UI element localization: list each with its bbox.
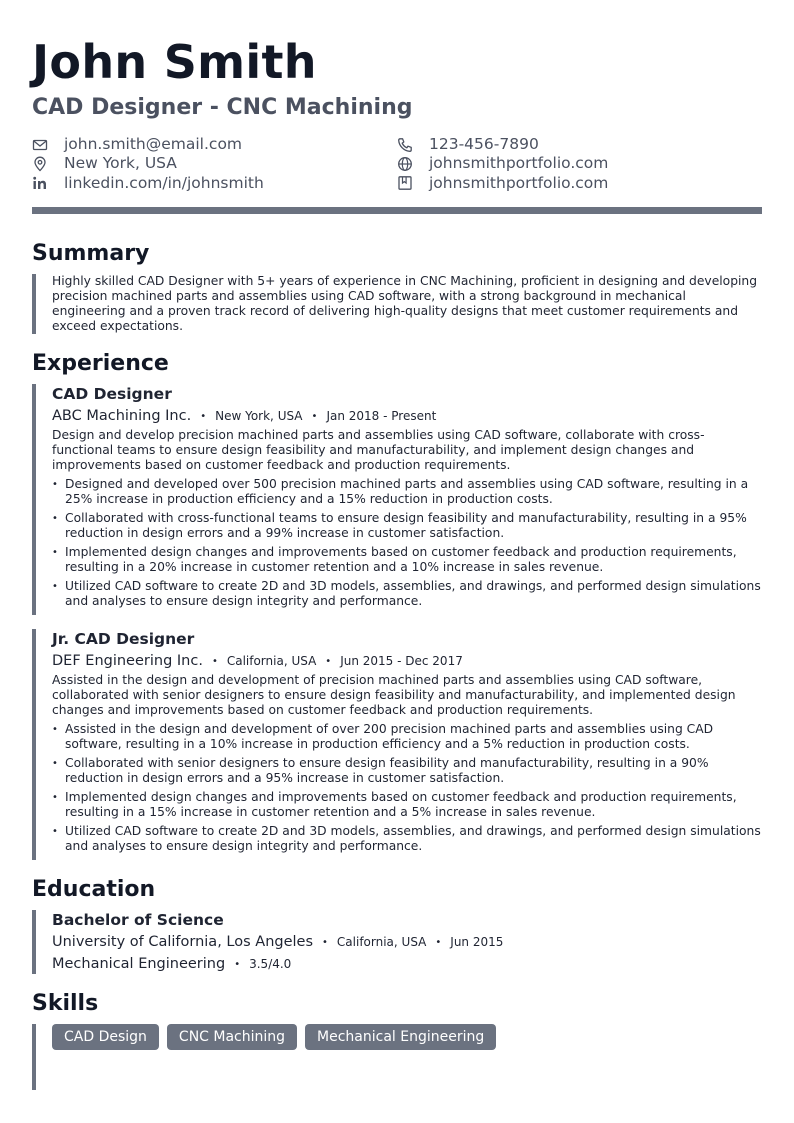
job-company: ABC Machining Inc.	[52, 408, 192, 424]
job-meta	[52, 407, 762, 426]
job-description: Design and develop precision machined parts and assemblies using CAD software, collaborate with cross-functional teams to ensure design feasibility and manufacturability, and implement design changes and improvements based on customer feedback and production requirements.	[52, 428, 705, 472]
contact-column-left	[32, 135, 264, 193]
education-location: California, USA	[336, 935, 427, 949]
education-meta	[52, 933, 762, 952]
separator-dot: •	[211, 656, 218, 667]
skills-list	[32, 1024, 762, 1090]
education-gpa: 3.5/4.0	[249, 957, 292, 971]
summary-heading: Summary	[32, 241, 150, 266]
achievement-item: • Assisted in the design and development of over 200 precision machined parts and assemblies using CAD software, resulting in a 10% increase in production efficiency and a 5% reduction in production costs.	[52, 722, 762, 752]
contact-website[interactable]	[397, 154, 608, 173]
experience-section	[32, 350, 762, 860]
achievement-item: • Collaborated with cross-functional teams to ensure design feasibility and manufacturability, resulting in a 95% reduction in design errors and a 99% increase in customer satisfaction.	[52, 511, 762, 541]
job-company: DEF Engineering Inc.	[52, 653, 203, 669]
linkedin-icon	[32, 175, 48, 191]
location-pin-icon	[32, 156, 48, 172]
contact-info	[32, 135, 762, 193]
summary-text: Highly skilled CAD Designer with 5+ years of experience in CNC Machining, proficient in designing and developing precision machined parts and assemblies using CAD software, with a strong background in mechanical engineering and a proven track record of delivering high-quality designs that meet customer requirements and exceed expectations.	[52, 274, 758, 333]
achievement-item: • Collaborated with senior designers to ensure design feasibility and manufacturability, resulting in a 90% reduction in design errors and a 95% increase in customer satisfaction.	[52, 756, 762, 786]
skill-tag: Mechanical Engineering	[305, 1024, 496, 1050]
summary-section	[32, 240, 762, 334]
job-dates: Jun 2015 - Dec 2017	[340, 654, 463, 668]
education-section	[32, 876, 762, 974]
header-divider	[32, 207, 762, 214]
candidate-name: John Smith	[32, 35, 317, 89]
achievement-item: • Implemented design changes and improvements based on customer feedback and production requirements, resulting in a 15% increase in customer retention and a 5% increase in sales revenue.	[52, 790, 762, 820]
contact-phone-text: 123-456-7890	[429, 135, 539, 154]
job-title: CAD Designer	[52, 385, 172, 403]
summary-block	[32, 274, 762, 334]
experience-heading: Experience	[32, 351, 169, 376]
job-description: Assisted in the design and development of precision machined parts and assemblies using CAD software, collaborated with senior designers to ensure design feasibility and manufacturability, and implemented design changes and improvements based on customer feedback and production requirements.	[52, 673, 736, 717]
education-entry	[32, 910, 762, 974]
job-dates: Jan 2018 - Present	[326, 409, 437, 423]
separator-dot: •	[200, 411, 207, 422]
resume-page	[32, 34, 762, 1090]
contact-location-text: New York, USA	[64, 154, 177, 173]
portfolio-icon	[397, 175, 413, 191]
achievement-item: • Utilized CAD software to create 2D and 3D models, assemblies, and drawings, and performed design simulations and analyses to ensure design integrity and performance.	[52, 824, 762, 854]
job-achievements	[52, 722, 762, 854]
achievement-item: • Designed and developed over 500 precision machined parts and assemblies using CAD software, resulting in a 25% increase in production efficiency and a 15% reduction in production costs.	[52, 477, 762, 507]
job-location: California, USA	[226, 654, 317, 668]
contact-location	[32, 154, 264, 173]
skills-heading: Skills	[32, 991, 99, 1016]
globe-icon	[397, 156, 413, 172]
education-degree: Bachelor of Science	[52, 911, 224, 929]
job-meta	[52, 652, 762, 671]
skills-section	[32, 990, 762, 1090]
job-achievements	[52, 477, 762, 609]
skill-tag: CAD Design	[52, 1024, 159, 1050]
email-icon	[32, 137, 48, 153]
education-date: Jun 2015	[450, 935, 504, 949]
separator-dot: •	[311, 411, 318, 422]
separator-dot: •	[325, 656, 332, 667]
education-major-row	[52, 955, 762, 974]
job-title: Jr. CAD Designer	[52, 630, 195, 648]
contact-linkedin-text: linkedin.com/in/johnsmith	[64, 173, 264, 192]
contact-column-right	[397, 135, 608, 193]
achievement-item: • Utilized CAD software to create 2D and 3D models, assemblies, and drawings, and performed design simulations and analyses to ensure design integrity and performance.	[52, 579, 762, 609]
separator-dot: •	[435, 937, 442, 948]
phone-icon	[397, 137, 413, 153]
contact-email[interactable]	[32, 135, 264, 154]
education-major: Mechanical Engineering	[52, 956, 226, 972]
contact-portfolio-text: johnsmithportfolio.com	[429, 173, 609, 192]
education-school: University of California, Los Angeles	[52, 934, 314, 950]
job-entry	[32, 384, 762, 615]
skill-tag: CNC Machining	[167, 1024, 297, 1050]
contact-website-text: johnsmithportfolio.com	[429, 154, 609, 173]
candidate-title: CAD Designer - CNC Machining	[32, 95, 413, 120]
contact-linkedin[interactable]	[32, 174, 264, 193]
separator-dot: •	[234, 959, 241, 970]
contact-phone[interactable]	[397, 135, 608, 154]
job-location: New York, USA	[215, 409, 303, 423]
achievement-item: • Implemented design changes and improvements based on customer feedback and production requirements, resulting in a 20% increase in customer retention and a 10% increase in sales revenue.	[52, 545, 762, 575]
job-entry	[32, 629, 762, 860]
separator-dot: •	[322, 937, 328, 948]
contact-portfolio[interactable]	[397, 174, 608, 193]
education-heading: Education	[32, 877, 156, 902]
contact-email-text: john.smith@email.com	[64, 135, 243, 154]
